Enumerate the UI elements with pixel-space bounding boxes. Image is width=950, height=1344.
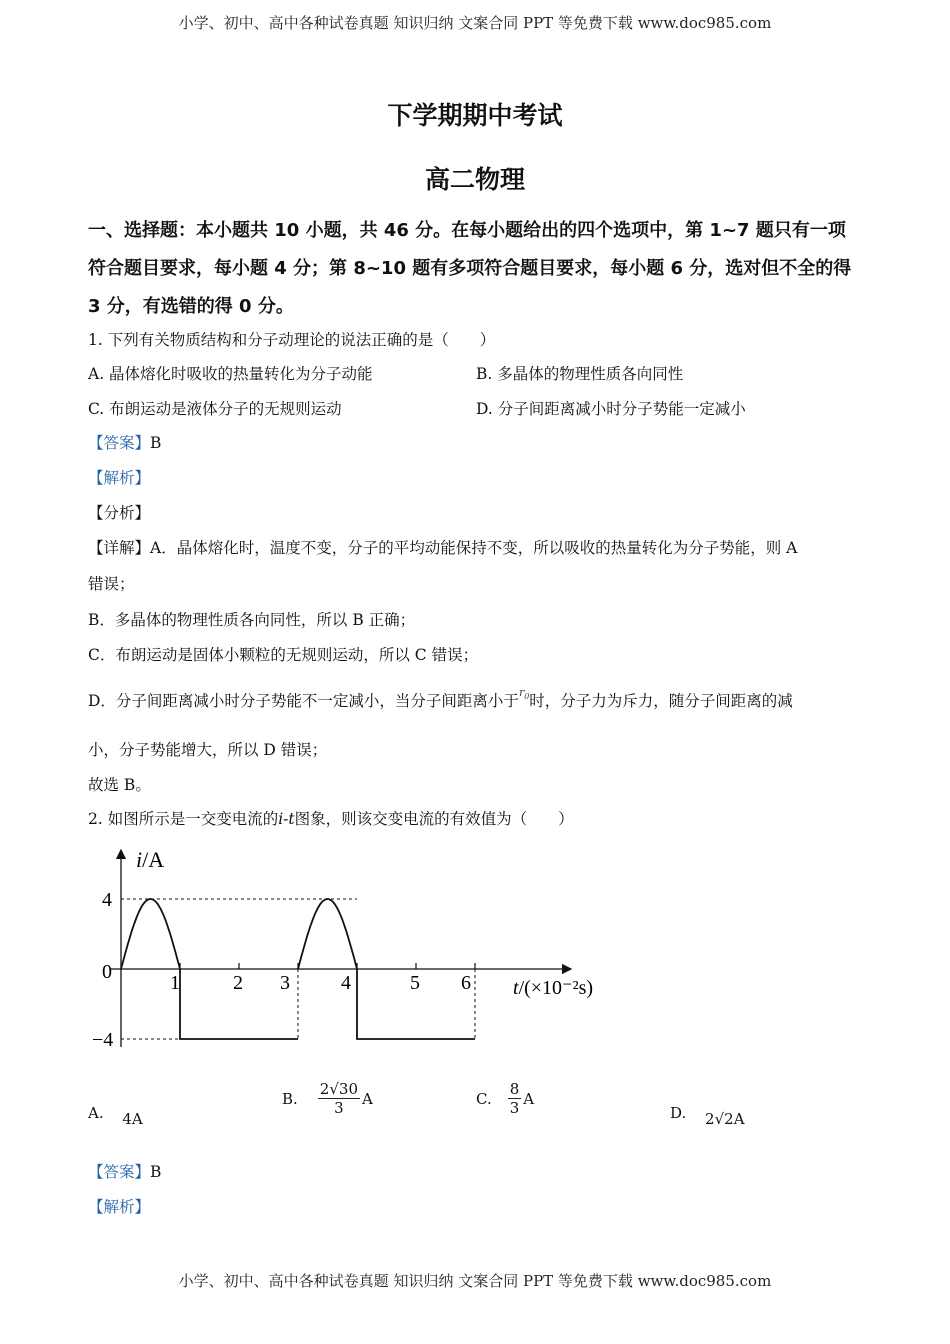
y-tick-label: 4 bbox=[102, 889, 112, 911]
q2-option-b-num: 2√30 bbox=[319, 1080, 358, 1098]
q1-option-d: D. 分子间距离减小时分子势能一定减小 bbox=[476, 400, 746, 418]
q1-analysis-tag: 【解析】 bbox=[88, 469, 151, 487]
x-tick-label: 1 bbox=[170, 972, 180, 994]
answer-value: B bbox=[150, 1163, 162, 1181]
answer-value: B bbox=[150, 434, 162, 452]
origin-label: 0 bbox=[102, 961, 112, 983]
detail-d-text-b: 时，分子力为斥力，随分子间距离的减 bbox=[529, 692, 793, 710]
q2-stem-var: i-t bbox=[278, 810, 295, 828]
q1-detail-c: C．布朗运动是固体小颗粒的无规则运动，所以 C 错误； bbox=[88, 646, 479, 664]
q2-option-b bbox=[282, 1080, 373, 1117]
it-graph bbox=[86, 842, 616, 1062]
q2-option-b-den: 3 bbox=[334, 1099, 344, 1117]
q1-option-b: B. 多晶体的物理性质各向同性 bbox=[476, 365, 684, 383]
q2-option-d bbox=[670, 1104, 745, 1128]
q2-option-a bbox=[88, 1104, 143, 1128]
q2-option-c-unit: A bbox=[523, 1089, 535, 1108]
q2-option-c bbox=[476, 1080, 534, 1117]
section-instructions-line2: 符合题目要求，每小题 4 分；第 8~10 题有多项符合题目要求，每小题 6 分，选对但不全的得 bbox=[88, 258, 852, 279]
x-tick-label: 2 bbox=[233, 972, 243, 994]
q1-answer bbox=[88, 431, 161, 453]
q1-detail-line2: 错误； bbox=[88, 575, 135, 593]
detail-tag: 【详解】 bbox=[88, 539, 151, 557]
q2-answer bbox=[88, 1160, 161, 1182]
detail-text: A．晶体熔化时，温度不变，分子的平均动能保持不变，所以吸收的热量转化为分子势能，则 A bbox=[150, 539, 798, 557]
r0-subscript: 0 bbox=[524, 692, 530, 702]
exam-subject: 高二物理 bbox=[424, 165, 525, 194]
q2-option-c-den: 3 bbox=[509, 1099, 520, 1117]
y-tick-label: −4 bbox=[92, 1029, 114, 1051]
q1-detail-line1 bbox=[88, 536, 797, 558]
y-axis-label: i/A bbox=[136, 847, 165, 872]
q1-fenxi-tag: 【分析】 bbox=[88, 504, 151, 522]
x-tick-label: 4 bbox=[341, 972, 351, 994]
q1-stem: 1. 下列有关物质结构和分子动理论的说法正确的是（ ） bbox=[88, 331, 496, 349]
q2-option-b-label: B. bbox=[282, 1089, 298, 1108]
x-tick-label: 3 bbox=[280, 972, 290, 994]
q2-analysis-tag: 【解析】 bbox=[88, 1198, 151, 1216]
page-footer: 小学、初中、高中各种试卷真题 知识归纳 文案合同 PPT 等免费下载 www.doc985.com bbox=[178, 1272, 772, 1290]
x-tick-label: 5 bbox=[410, 972, 420, 994]
detail-d-text-a: D．分子间距离减小时分子势能不一定减小，当分子间距离小于 bbox=[88, 692, 519, 710]
q1-option-a: A. 晶体熔化时吸收的热量转化为分子动能 bbox=[88, 365, 373, 383]
x-axis-label: t/(×10⁻²s) bbox=[513, 977, 594, 999]
section-instructions-line1: 一、选择题：本小题共 10 小题，共 46 分。在每小题给出的四个选项中，第 1~7 题只有一项 bbox=[88, 220, 846, 241]
r0-letter: r bbox=[518, 686, 525, 699]
exam-title: 下学期期中考试 bbox=[387, 101, 563, 130]
q2-option-c-label: C. bbox=[476, 1089, 492, 1108]
q1-conclusion: 故选 B。 bbox=[88, 776, 151, 794]
q2-option-b-fraction bbox=[318, 1080, 360, 1117]
q2-stem bbox=[88, 807, 574, 829]
q2-option-b-unit: A bbox=[362, 1089, 373, 1108]
answer-tag: 【答案】 bbox=[88, 1163, 151, 1181]
section-instructions-line3: 3 分，有选错的得 0 分。 bbox=[88, 296, 294, 317]
r0-symbol bbox=[518, 686, 530, 702]
answer-tag: 【答案】 bbox=[88, 434, 151, 452]
x-tick-label: 6 bbox=[461, 972, 471, 994]
q2-option-a-label: A. bbox=[88, 1104, 104, 1122]
q1-option-c: C. 布朗运动是液体分子的无规则运动 bbox=[88, 400, 342, 418]
q2-option-a-value: 4A bbox=[122, 1110, 143, 1128]
q1-detail-d-line1 bbox=[88, 686, 793, 711]
q2-stem-post: 图象，则该交变电流的有效值为（ ） bbox=[294, 810, 574, 828]
q2-option-d-label: D. bbox=[670, 1104, 687, 1122]
q2-stem-pre: 2. 如图所示是一交变电流的 bbox=[88, 810, 279, 828]
page-header: 小学、初中、高中各种试卷真题 知识归纳 文案合同 PPT 等免费下载 www.doc985.com bbox=[178, 14, 772, 32]
q2-option-c-fraction bbox=[508, 1080, 522, 1117]
q2-option-c-num: 8 bbox=[509, 1080, 520, 1098]
q1-detail-b: B．多晶体的物理性质各向同性，所以 B 正确； bbox=[88, 611, 416, 629]
q1-detail-d-line2: 小，分子势能增大，所以 D 错误； bbox=[88, 741, 328, 759]
q2-option-d-value: 2√2A bbox=[705, 1110, 745, 1128]
